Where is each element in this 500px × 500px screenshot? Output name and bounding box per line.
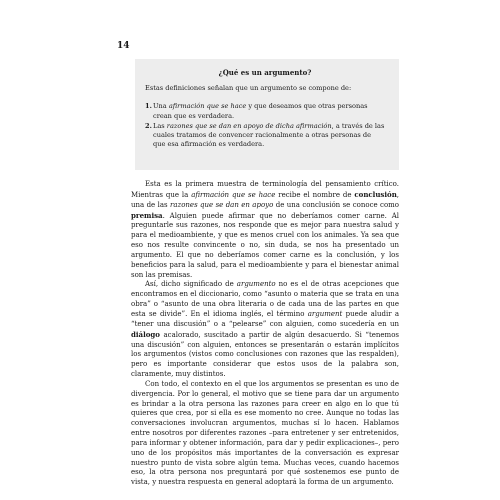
- paragraph-2: [131, 280, 399, 379]
- definition-emphasis: afirmación que se hace: [168, 102, 247, 111]
- text-run: . Alguien puede afirmar que no deberíamos comer carne. Al preguntarle sus razones, nos responde que es mejor para nuestra salud y para el medioambiente, y que es menos cruel con los animales. Ya sea que eso nos resulte convincente o no, sin duda, se nos ha presentado un argumento. El que no deberíamos comer carne es la conclusión, y los beneficios para la salud, para el medioambiente y para el bienestar animal son las premisas.: [131, 211, 399, 279]
- text-run: de una conclusión se conoce como: [273, 200, 400, 209]
- definition-number: 1.: [145, 102, 152, 111]
- box-intro: Estas definiciones señalan que un argumento se compone de:: [145, 84, 352, 93]
- definition-text-part: , a través de las cuales tratamos de convencer racionalmente a otras personas de que esa afirmación es verdadera.: [153, 121, 385, 149]
- definition-emphasis: razones que se dan en apoyo de dicha afirmación: [166, 121, 332, 130]
- emphasis: razones que se dan en apoyo: [170, 200, 274, 209]
- definition-item-1: [145, 102, 385, 120]
- key-term: conclusión: [354, 189, 397, 199]
- text-run: acalorado, suscitado a partir de algún desacuerdo. Si “tenemos una discusión” con alguien, entonces se presentarán o estarán implícitos los argumentos (vistos como conclusiones con razones que las respalden), pero es importante considerar que estos usos de la palabra son, claramente, muy distintos.: [131, 330, 399, 379]
- definition-item-2: [145, 122, 385, 150]
- key-term: diálogo: [131, 329, 160, 339]
- box-title: ¿Qué es un argumento?: [218, 68, 312, 77]
- emphasis: argument: [307, 309, 343, 318]
- text-run: puede aludir a “tener una discusión” o a “pelearse” con alguien, como sucedería en un: [131, 309, 400, 328]
- text-run: , una de las: [131, 190, 400, 209]
- emphasis: argumento: [236, 280, 276, 289]
- emphasis: afirmación que se hace: [191, 190, 276, 199]
- definition-box: [135, 59, 399, 170]
- text-run: no es el de otras acepciones que encontramos en el diccionario, como “asunto o materia que se trata en una obra” o “asunto de una obra literaria o de cada una de las partes en que esta se divide”. En el idioma inglés, el término: [131, 280, 399, 318]
- text-run: Así, dicho significado de: [145, 280, 237, 289]
- text-run: Esta es la primera muestra de terminología del pensamiento crítico. Mientras que la: [131, 180, 399, 199]
- book-page: [103, 0, 403, 500]
- definition-number: 2.: [145, 121, 152, 130]
- page-number: 14: [117, 41, 130, 51]
- text-run: recibe el nombre de: [275, 190, 355, 199]
- definition-text-part: y que deseamos que otras personas crean que es verdadera.: [153, 102, 368, 120]
- definition-text: [153, 102, 385, 120]
- key-term: premisa: [131, 210, 163, 220]
- definition-text-part: Una: [153, 102, 169, 111]
- body-text: [131, 180, 399, 488]
- paragraph-1: [131, 180, 399, 280]
- definition-text: [153, 122, 385, 150]
- definition-text-part: Las: [153, 121, 167, 130]
- paragraph-3: Con todo, el contexto en el que los argumentos se presentan es uno de divergencia. Por lo general, el motivo que se tiene para dar un argumento es brindar a la otra persona las razones para creer en algo en lo que tú quieres que crea, por si ella es ese momento no cree. Aunque no todas las conversaciones involucran argumentos, muchas sí lo hacen. Hablamos entre nosotros por diferentes razones –para entretener y ser entretenidos, para informar y obtener información, para dar y pedir explicaciones–, pero uno de los propósitos más importantes de la conversación es expresar nuestro punto de vista sobre algún tema. Muchas veces, cuando hacemos eso, la otra persona nos preguntará por qué sostenemos ese punto de vista, y nuestra respuesta en general adoptará la forma de un argumento.: [131, 379, 399, 487]
